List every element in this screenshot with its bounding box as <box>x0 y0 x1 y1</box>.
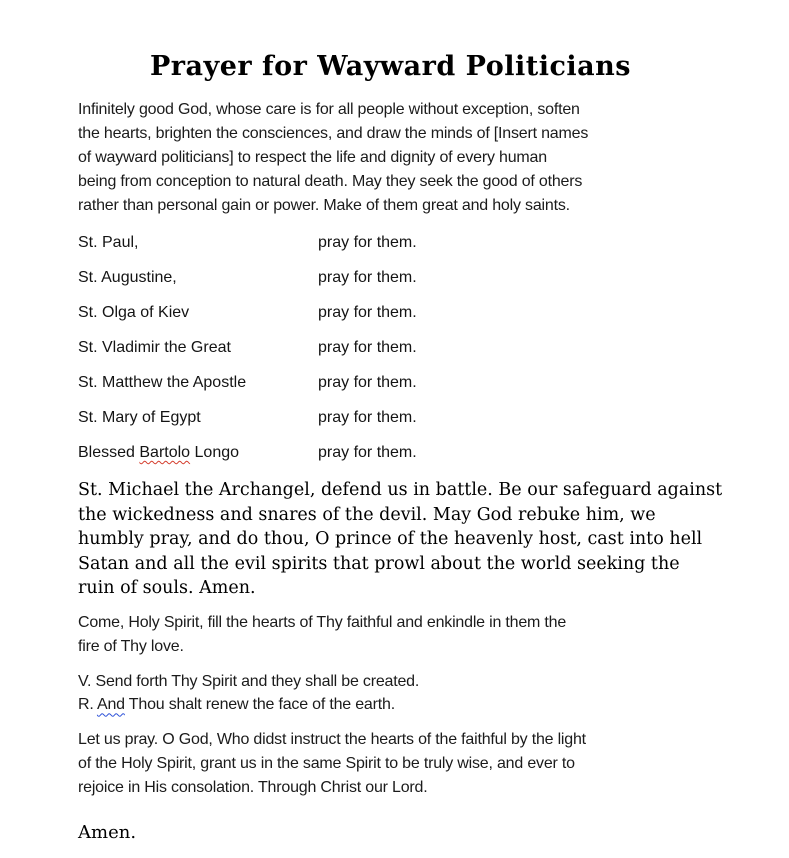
saint-name: St. Paul, <box>78 234 139 251</box>
versicle-response-block <box>78 670 726 717</box>
st-michael-prayer-paragraph: St. Michael the Archangel, defend us in battle. Be our safeguard against the wickedness and snares of the devil. May God rebuke him, we humbly pray, and do thou, O prince of the heavenly host, cast into hell Satan and all the evil spirits that prowl about the world seeking the ruin of souls. Amen. <box>78 480 723 599</box>
litany-row <box>78 303 726 322</box>
opening-prayer-paragraph: Infinitely good God, whose care is for all people without exception, soften the hearts, brighten the consciences, and draw the minds of [Insert names of wayward politicians] to respect the life and dignity of every human being from conception to natural death. May they seek the good of others rather than personal gain or power. Make of them great and holy saints. <box>78 101 589 214</box>
litany-response: pray for them. <box>318 444 417 461</box>
litany-response: pray for them. <box>318 304 417 321</box>
text-run: Longo <box>190 444 240 461</box>
spelling-squiggle-text: Bartolo <box>139 444 191 461</box>
saint-name-with-spellcheck <box>78 443 318 462</box>
litany-row <box>78 443 726 462</box>
text-run: R. <box>78 696 97 714</box>
text-run: Thou shalt renew the face of the earth. <box>124 696 395 714</box>
come-holy-spirit-paragraph: Come, Holy Spirit, fill the hearts of Thy faithful and enkindle in them the fire of Thy love. <box>78 613 567 655</box>
text-run: Blessed <box>78 444 140 461</box>
saints-litany <box>78 233 726 462</box>
versicle-line: V. Send forth Thy Spirit and they shall be created. <box>78 672 420 690</box>
document-title: Prayer for Wayward Politicians <box>149 51 631 82</box>
litany-response: pray for them. <box>318 234 417 251</box>
litany-row <box>78 373 726 392</box>
amen-text: Amen. <box>78 821 137 843</box>
litany-row <box>78 233 726 252</box>
litany-row <box>78 268 726 287</box>
saint-name: St. Matthew the Apostle <box>78 374 247 391</box>
litany-response: pray for them. <box>318 374 417 391</box>
let-us-pray-paragraph: Let us pray. O God, Who didst instruct the hearts of the faithful by the light of the Holy Spirit, grant us in the same Spirit to be truly wise, and ever to rejoice in His consolation. Through Christ our Lord. <box>78 730 586 796</box>
litany-row <box>78 408 726 427</box>
saint-name: St. Olga of Kiev <box>78 304 190 321</box>
litany-response: pray for them. <box>318 339 417 356</box>
litany-row <box>78 338 726 357</box>
saint-name: St. Mary of Egypt <box>78 409 201 426</box>
litany-response: pray for them. <box>318 269 417 286</box>
grammar-squiggle-text: And <box>96 696 125 714</box>
saint-name: St. Vladimir the Great <box>78 339 231 356</box>
response-line <box>78 693 726 717</box>
litany-response: pray for them. <box>318 409 417 426</box>
saint-name: St. Augustine, <box>78 269 177 286</box>
